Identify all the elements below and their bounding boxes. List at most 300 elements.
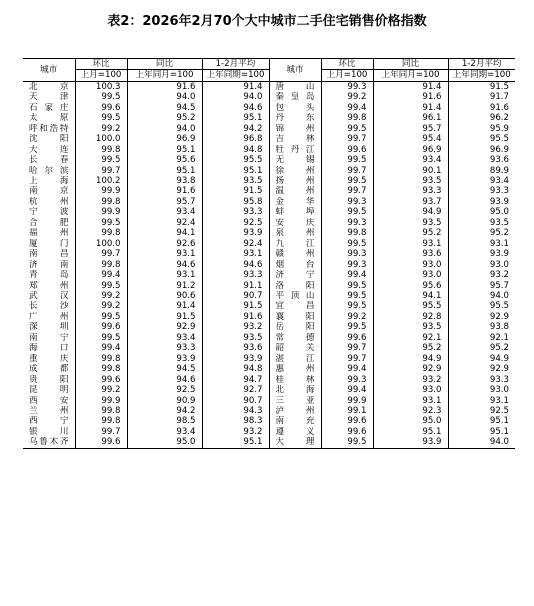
- yoy-cell: 93.0: [373, 260, 448, 270]
- yoy-cell: 94.0: [127, 92, 202, 102]
- yoy-cell: 92.9: [127, 322, 202, 332]
- mom-cell: 99.5: [75, 92, 127, 102]
- yoy-cell: 91.4: [127, 301, 202, 311]
- city-cell: 郑州: [29, 280, 69, 291]
- yoy-cell: 95.6: [127, 155, 202, 165]
- mom-cell: 99.5: [75, 333, 127, 343]
- city-cell: 福州: [29, 228, 69, 239]
- mom-cell: 99.7: [321, 134, 373, 144]
- avg-cell: 95.1: [202, 113, 269, 123]
- avg-cell: 94.7: [202, 375, 269, 385]
- yoy-cell: 95.7: [127, 197, 202, 207]
- mom-cell: 100.0: [75, 134, 127, 144]
- yoy-cell: 96.9: [373, 145, 448, 155]
- city-cell: 太原: [29, 113, 69, 124]
- city-cell: 九江: [269, 239, 321, 249]
- city-cell: 沈阳: [29, 134, 69, 145]
- mom-cell: 99.5: [75, 281, 127, 291]
- avg-cell: 91.7: [448, 92, 515, 102]
- avg-cell: 94.0: [448, 437, 515, 448]
- city-cell: 乌鲁木齐: [23, 437, 75, 448]
- city-cell: 无锡: [269, 155, 321, 165]
- city-cell: 深圳: [29, 322, 69, 333]
- city-cell: 重庆: [29, 353, 69, 364]
- table-row: [23, 207, 515, 217]
- yoy-cell: 92.1: [373, 333, 448, 343]
- yoy-cell: 93.9: [127, 354, 202, 364]
- mom-cell: 99.4: [321, 103, 373, 113]
- yoy-cell: 95.0: [373, 416, 448, 426]
- city-cell: 南宁: [29, 332, 69, 343]
- mom-cell: 99.5: [321, 155, 373, 165]
- city-cell: 包头: [269, 103, 321, 113]
- table-row: [23, 218, 515, 228]
- yoy-cell: 95.5: [373, 301, 448, 311]
- yoy-cell: 93.1: [127, 249, 202, 259]
- mom-cell: 99.6: [75, 103, 127, 113]
- avg-cell: 95.1: [202, 166, 269, 176]
- mom-cell: 99.2: [75, 385, 127, 395]
- table-row: [23, 270, 515, 280]
- mom-cell: 99.4: [75, 270, 127, 280]
- yoy-cell: 92.3: [373, 406, 448, 416]
- header-avg-base-left: 上年同期=100: [202, 70, 269, 81]
- yoy-cell: 95.0: [127, 437, 202, 448]
- avg-cell: 96.9: [448, 145, 515, 155]
- table-row: [23, 186, 515, 196]
- avg-cell: 90.7: [202, 396, 269, 406]
- yoy-cell: 92.6: [127, 239, 202, 249]
- mom-cell: 99.8: [75, 197, 127, 207]
- avg-cell: 91.5: [448, 81, 515, 92]
- mom-cell: 99.5: [321, 176, 373, 186]
- mom-cell: 99.7: [321, 166, 373, 176]
- table-row: [23, 333, 515, 343]
- mom-cell: 99.7: [75, 427, 127, 437]
- yoy-cell: 95.1: [127, 166, 202, 176]
- yoy-cell: 95.2: [373, 228, 448, 238]
- yoy-cell: 93.8: [127, 176, 202, 186]
- header-city-right: 城市: [269, 59, 321, 82]
- avg-cell: 93.2: [448, 270, 515, 280]
- avg-cell: 93.4: [448, 176, 515, 186]
- city-cell: 锦州: [269, 124, 321, 134]
- city-cell: 唐山: [269, 81, 321, 92]
- table-row: [23, 281, 515, 291]
- avg-cell: 95.5: [448, 301, 515, 311]
- yoy-cell: 94.6: [127, 375, 202, 385]
- yoy-cell: 94.0: [127, 124, 202, 134]
- mom-cell: 99.8: [321, 113, 373, 123]
- city-cell: 西安: [29, 395, 69, 406]
- city-cell: 平顶山: [269, 291, 321, 301]
- table-row: [23, 134, 515, 144]
- yoy-cell: 92.4: [127, 218, 202, 228]
- yoy-cell: 96.9: [127, 134, 202, 144]
- city-cell: 金华: [269, 197, 321, 207]
- yoy-cell: 93.2: [373, 375, 448, 385]
- table-row: [23, 260, 515, 270]
- mom-cell: 99.4: [321, 270, 373, 280]
- city-cell: 北京: [29, 81, 69, 92]
- yoy-cell: 91.4: [373, 103, 448, 113]
- table-row: [23, 197, 515, 207]
- yoy-cell: 94.5: [127, 364, 202, 374]
- city-cell: 西宁: [29, 416, 69, 427]
- avg-cell: 91.1: [202, 281, 269, 291]
- avg-cell: 92.4: [202, 239, 269, 249]
- avg-cell: 92.9: [448, 364, 515, 374]
- mom-cell: 100.0: [75, 239, 127, 249]
- yoy-cell: 91.5: [127, 312, 202, 322]
- city-cell: 韶关: [269, 343, 321, 353]
- avg-cell: 95.9: [448, 124, 515, 134]
- mom-cell: 99.3: [321, 197, 373, 207]
- header-avg-right: 1-2月平均: [448, 59, 515, 70]
- mom-cell: 99.6: [75, 322, 127, 332]
- table-row: [23, 322, 515, 332]
- header-mom-base-left: 上月=100: [75, 70, 127, 81]
- city-cell: 三亚: [269, 396, 321, 406]
- avg-cell: 96.8: [202, 134, 269, 144]
- avg-cell: 92.7: [202, 385, 269, 395]
- city-cell: 吉林: [269, 134, 321, 144]
- avg-cell: 93.5: [202, 176, 269, 186]
- mom-cell: 99.7: [321, 354, 373, 364]
- avg-cell: 92.9: [448, 312, 515, 322]
- table-row: [23, 312, 515, 322]
- city-cell: 青岛: [29, 270, 69, 281]
- mom-cell: 99.2: [75, 124, 127, 134]
- header-mom-left: 环比: [75, 59, 127, 70]
- city-cell: 蚌埠: [269, 207, 321, 217]
- avg-cell: 93.1: [202, 249, 269, 259]
- mom-cell: 99.5: [75, 155, 127, 165]
- city-cell: 厦门: [29, 238, 69, 249]
- mom-cell: 99.5: [321, 322, 373, 332]
- yoy-cell: 94.9: [373, 354, 448, 364]
- table-row: [23, 103, 515, 113]
- avg-cell: 93.3: [448, 375, 515, 385]
- avg-cell: 95.2: [448, 228, 515, 238]
- city-cell: 贵阳: [29, 374, 69, 385]
- city-cell: 扬州: [269, 176, 321, 186]
- yoy-cell: 93.1: [373, 396, 448, 406]
- mom-cell: 100.2: [75, 176, 127, 186]
- avg-cell: 92.5: [448, 406, 515, 416]
- mom-cell: 99.3: [321, 260, 373, 270]
- yoy-cell: 94.2: [127, 406, 202, 416]
- yoy-cell: 92.8: [373, 312, 448, 322]
- avg-cell: 93.0: [448, 385, 515, 395]
- city-cell: 赣州: [269, 249, 321, 259]
- yoy-cell: 93.1: [373, 239, 448, 249]
- avg-cell: 96.2: [448, 113, 515, 123]
- avg-cell: 93.9: [448, 249, 515, 259]
- yoy-cell: 90.9: [127, 396, 202, 406]
- mom-cell: 99.2: [75, 291, 127, 301]
- city-cell: 岳阳: [269, 322, 321, 332]
- mom-cell: 100.3: [75, 81, 127, 92]
- mom-cell: 99.4: [321, 385, 373, 395]
- avg-cell: 94.0: [202, 92, 269, 102]
- mom-cell: 99.9: [75, 186, 127, 196]
- table-row: [23, 92, 515, 102]
- table-row: [23, 239, 515, 249]
- mom-cell: 99.8: [75, 364, 127, 374]
- mom-cell: 99.9: [75, 396, 127, 406]
- city-cell: 成都: [29, 364, 69, 375]
- city-cell: 上海: [29, 175, 69, 186]
- yoy-cell: 94.1: [127, 228, 202, 238]
- avg-cell: 95.0: [448, 207, 515, 217]
- table-row: [23, 396, 515, 406]
- mom-cell: 99.8: [75, 354, 127, 364]
- avg-cell: 91.6: [448, 103, 515, 113]
- city-cell: 牡丹江: [269, 145, 321, 155]
- avg-cell: 93.3: [202, 270, 269, 280]
- mom-cell: 99.7: [321, 186, 373, 196]
- table-row: [23, 176, 515, 186]
- mom-cell: 99.8: [75, 416, 127, 426]
- city-cell: 安庆: [269, 218, 321, 228]
- mom-cell: 99.5: [321, 124, 373, 134]
- table-row: [23, 354, 515, 364]
- city-cell: 宜昌: [269, 301, 321, 311]
- city-cell: 襄阳: [269, 312, 321, 322]
- avg-cell: 93.9: [202, 354, 269, 364]
- avg-cell: 95.7: [448, 281, 515, 291]
- table-row: [23, 385, 515, 395]
- yoy-cell: 93.7: [373, 197, 448, 207]
- yoy-cell: 93.9: [373, 437, 448, 448]
- yoy-cell: 91.4: [373, 81, 448, 92]
- avg-cell: 92.5: [202, 218, 269, 228]
- mom-cell: 99.9: [321, 396, 373, 406]
- yoy-cell: 93.4: [373, 155, 448, 165]
- avg-cell: 91.5: [202, 301, 269, 311]
- table-row: [23, 249, 515, 259]
- avg-cell: 91.4: [202, 81, 269, 92]
- yoy-cell: 91.6: [127, 186, 202, 196]
- city-cell: 长沙: [29, 301, 69, 312]
- mom-cell: 99.5: [321, 437, 373, 448]
- mom-cell: 99.5: [321, 281, 373, 291]
- yoy-cell: 90.6: [127, 291, 202, 301]
- mom-cell: 99.6: [321, 416, 373, 426]
- avg-cell: 95.1: [448, 416, 515, 426]
- avg-cell: 94.6: [202, 103, 269, 113]
- header-yoy-right: 同比: [373, 59, 448, 70]
- mom-cell: 99.9: [75, 207, 127, 217]
- avg-cell: 93.6: [448, 155, 515, 165]
- yoy-cell: 93.4: [127, 207, 202, 217]
- table-row: [23, 124, 515, 134]
- mom-cell: 99.3: [321, 249, 373, 259]
- avg-cell: 93.1: [448, 239, 515, 249]
- price-index-table: [23, 58, 515, 449]
- table-title: 表2：2026年2月70个大中城市二手住宅销售价格指数: [107, 14, 427, 29]
- avg-cell: 94.8: [202, 145, 269, 155]
- city-cell: 泉州: [269, 228, 321, 238]
- mom-cell: 99.8: [75, 260, 127, 270]
- city-cell: 惠州: [269, 364, 321, 374]
- city-cell: 济宁: [269, 270, 321, 280]
- city-cell: 昆明: [29, 385, 69, 396]
- city-cell: 泸州: [269, 406, 321, 416]
- mom-cell: 99.4: [75, 343, 127, 353]
- city-cell: 南充: [269, 416, 321, 426]
- avg-cell: 94.3: [202, 406, 269, 416]
- avg-cell: 95.8: [202, 197, 269, 207]
- mom-cell: 99.5: [321, 239, 373, 249]
- yoy-cell: 96.1: [373, 113, 448, 123]
- city-cell: 宁波: [29, 207, 69, 218]
- city-cell: 南昌: [29, 249, 69, 260]
- city-cell: 杭州: [29, 196, 69, 207]
- mom-cell: 99.7: [75, 166, 127, 176]
- yoy-cell: 91.6: [373, 92, 448, 102]
- header-yoy-base-right: 上年同月=100: [373, 70, 448, 81]
- mom-cell: 99.3: [321, 375, 373, 385]
- city-cell: 海口: [29, 343, 69, 354]
- table-row: [23, 427, 515, 437]
- city-cell: 合肥: [29, 217, 69, 228]
- mom-cell: 99.8: [75, 406, 127, 416]
- mom-cell: 99.1: [321, 406, 373, 416]
- yoy-cell: 95.4: [373, 134, 448, 144]
- city-cell: 洛阳: [269, 281, 321, 291]
- table-row: [23, 406, 515, 416]
- city-cell: 北海: [269, 385, 321, 395]
- yoy-cell: 94.9: [373, 207, 448, 217]
- mom-cell: 99.8: [321, 228, 373, 238]
- mom-cell: 99.6: [321, 333, 373, 343]
- mom-cell: 99.3: [321, 218, 373, 228]
- avg-cell: 93.2: [202, 322, 269, 332]
- table-row: [23, 375, 515, 385]
- avg-cell: 95.1: [202, 437, 269, 448]
- yoy-cell: 91.2: [127, 281, 202, 291]
- city-cell: 大理: [269, 437, 321, 448]
- mom-cell: 99.7: [321, 343, 373, 353]
- avg-cell: 91.6: [202, 312, 269, 322]
- city-cell: 天津: [29, 92, 69, 103]
- city-cell: 烟台: [269, 260, 321, 270]
- yoy-cell: 95.7: [373, 124, 448, 134]
- city-cell: 兰州: [29, 405, 69, 416]
- yoy-cell: 92.9: [373, 364, 448, 374]
- avg-cell: 93.1: [448, 396, 515, 406]
- avg-cell: 93.8: [448, 322, 515, 332]
- yoy-cell: 93.4: [127, 427, 202, 437]
- mom-cell: 99.3: [321, 81, 373, 92]
- yoy-cell: 94.6: [127, 260, 202, 270]
- table-row: [23, 343, 515, 353]
- avg-cell: 93.5: [202, 333, 269, 343]
- avg-cell: 92.1: [448, 333, 515, 343]
- avg-cell: 95.1: [448, 427, 515, 437]
- avg-cell: 95.5: [448, 134, 515, 144]
- mom-cell: 99.5: [75, 113, 127, 123]
- city-cell: 石家庄: [29, 102, 69, 113]
- yoy-cell: 95.2: [127, 113, 202, 123]
- mom-cell: 99.2: [321, 92, 373, 102]
- city-cell: 丹东: [269, 113, 321, 123]
- city-cell: 遵义: [269, 427, 321, 437]
- avg-cell: 93.5: [448, 218, 515, 228]
- avg-cell: 93.6: [202, 343, 269, 353]
- city-cell: 长春: [29, 155, 69, 166]
- yoy-cell: 90.1: [373, 166, 448, 176]
- yoy-cell: 93.6: [373, 249, 448, 259]
- mom-cell: 99.5: [75, 218, 127, 228]
- avg-cell: 94.0: [448, 291, 515, 301]
- yoy-cell: 94.1: [373, 291, 448, 301]
- yoy-cell: 93.5: [373, 176, 448, 186]
- city-cell: 温州: [269, 186, 321, 196]
- yoy-cell: 93.3: [127, 343, 202, 353]
- city-cell: 南京: [29, 186, 69, 197]
- mom-cell: 99.6: [75, 375, 127, 385]
- mom-cell: 99.2: [75, 301, 127, 311]
- avg-cell: 91.5: [202, 186, 269, 196]
- yoy-cell: 94.5: [127, 103, 202, 113]
- yoy-cell: 93.5: [373, 322, 448, 332]
- header-mom-right: 环比: [321, 59, 373, 70]
- avg-cell: 93.2: [202, 427, 269, 437]
- mom-cell: 99.6: [321, 145, 373, 155]
- avg-cell: 90.7: [202, 291, 269, 301]
- mom-cell: 99.5: [75, 312, 127, 322]
- avg-cell: 93.9: [448, 197, 515, 207]
- yoy-cell: 93.0: [373, 270, 448, 280]
- yoy-cell: 93.3: [373, 186, 448, 196]
- avg-cell: 94.9: [448, 354, 515, 364]
- table-row: [23, 291, 515, 301]
- city-cell: 哈尔滨: [29, 165, 69, 176]
- city-cell: 银川: [29, 426, 69, 437]
- mom-cell: 99.7: [75, 249, 127, 259]
- city-cell: 呼和浩特: [29, 123, 69, 134]
- city-cell: 武汉: [29, 290, 69, 301]
- mom-cell: 99.8: [75, 145, 127, 155]
- yoy-cell: 98.5: [127, 416, 202, 426]
- table-row: [23, 228, 515, 238]
- table-row: [23, 416, 515, 426]
- yoy-cell: 92.5: [127, 385, 202, 395]
- yoy-cell: 95.6: [373, 281, 448, 291]
- header-yoy-left: 同比: [127, 59, 202, 70]
- mom-cell: 99.5: [321, 291, 373, 301]
- header-city-left: 城市: [23, 59, 75, 82]
- yoy-cell: 91.6: [127, 81, 202, 92]
- avg-cell: 95.5: [202, 155, 269, 165]
- mom-cell: 99.6: [75, 437, 127, 448]
- city-cell: 大连: [29, 144, 69, 155]
- header-avg-left: 1-2月平均: [202, 59, 269, 70]
- table-row: [23, 301, 515, 311]
- yoy-cell: 93.0: [373, 385, 448, 395]
- city-cell: 济南: [29, 259, 69, 270]
- city-cell: 湛江: [269, 354, 321, 364]
- avg-cell: 98.3: [202, 416, 269, 426]
- yoy-cell: 93.4: [127, 333, 202, 343]
- avg-cell: 93.3: [448, 186, 515, 196]
- avg-cell: 94.2: [202, 124, 269, 134]
- header-mom-base-right: 上月=100: [321, 70, 373, 81]
- yoy-cell: 95.1: [373, 427, 448, 437]
